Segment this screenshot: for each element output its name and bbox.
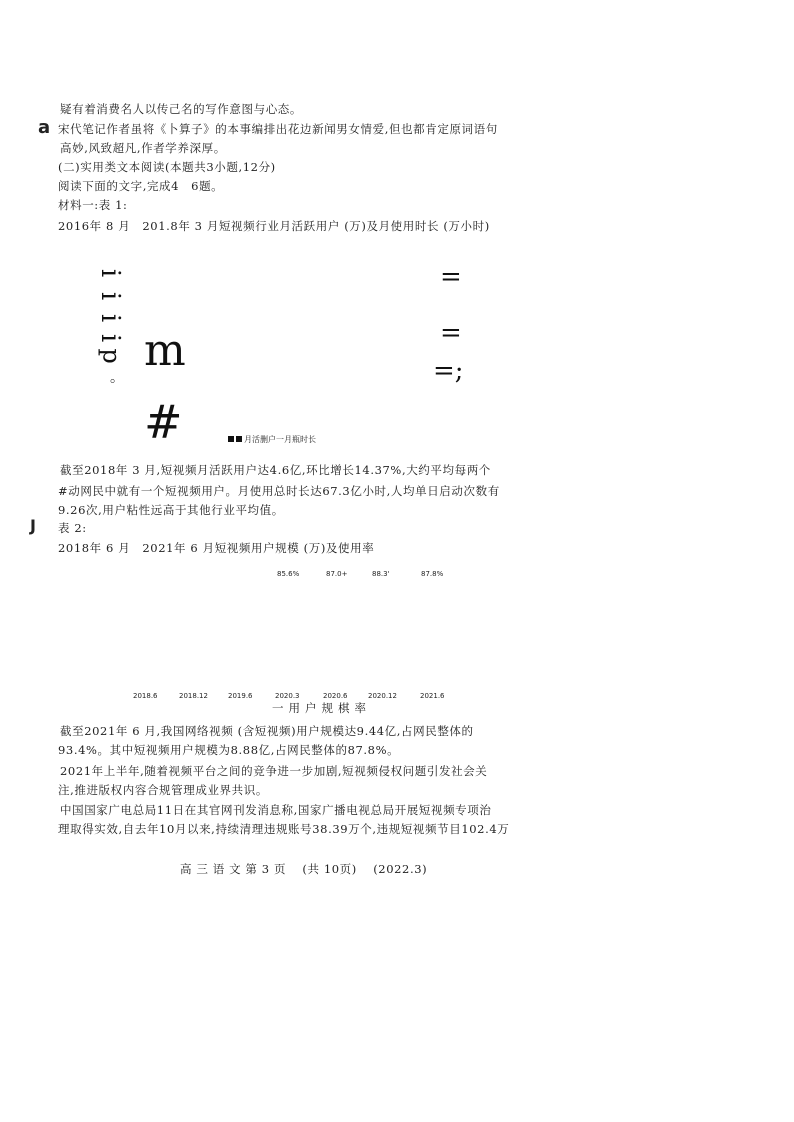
chart1-glyph-4: i: [95, 333, 126, 343]
chart2-x-tick-1: 2018.6: [133, 692, 158, 700]
section-heading: (二)实用类文本阅读(本题共3小题,12分): [58, 160, 276, 174]
chart2-x-tick-5: 2020.6: [323, 692, 348, 700]
chart1-legend-text: 月活删户一月瓶时长: [244, 435, 316, 444]
para4-line-2: 理取得实效,自去年10月以来,持续清理违规账号38.39万个,违规短视频节目102.4万: [58, 822, 510, 836]
para1-line-2: #动网民中就有一个短视频用户。月使用总时长达67.3亿小时,人均单日启动次数有: [58, 484, 500, 498]
margin-mark-j: J: [30, 516, 36, 535]
line-1: 疑有着消费名人以传己名的写作意图与心态。: [60, 102, 302, 116]
chart2-value-label-3: 88.3': [372, 570, 390, 578]
chart2-x-tick-4: 2020.3: [275, 692, 300, 700]
chart2-x-tick-2: 2018.12: [179, 692, 208, 700]
para1-line-1: 截至2018年 3 月,短视频月活跃用户达4.6亿,环比增长14.37%,大约平均每两个: [60, 463, 491, 477]
para1-line-3: 9.26次,用户粘性远高于其他行业平均值。: [58, 503, 284, 517]
chart2-value-label-2: 87.0+: [326, 570, 348, 578]
chart1-glyph-hash: #: [144, 395, 183, 449]
line-3: 高妙,风致超凡,作者学养深厚。: [60, 141, 226, 155]
chart2-value-label-4: 87.8%: [421, 570, 444, 578]
chart1-glyph-2: i: [95, 291, 126, 301]
chart1-legend: [228, 434, 316, 445]
chart2-x-tick-6: 2020.12: [368, 692, 397, 700]
material-label: 材料一:表 1:: [58, 198, 128, 212]
margin-mark-a: a: [38, 117, 51, 138]
chart1-glyph-6: 。: [110, 370, 124, 386]
legend-square-icon: [228, 436, 234, 442]
table2-title: 2018年 6 月 2021年 6 月短视频用户规模 (万)及使用率: [58, 541, 375, 555]
chart2-value-label-1: 85.6%: [277, 570, 300, 578]
table2-label: 表 2:: [58, 521, 87, 535]
chart1-glyph-5: p: [97, 348, 126, 364]
chart2-x-tick-7: 2021.6: [420, 692, 445, 700]
chart2-x-tick-3: 2019.6: [228, 692, 253, 700]
chart1-eq-1: =: [440, 262, 462, 292]
para2-line-1: 截至2021年 6 月,我国网络视频 (含短视频)用户规模达9.44亿,占网民整体的: [60, 724, 474, 738]
chart1-eq-2: =: [440, 318, 462, 348]
legend-square-icon: [236, 436, 242, 442]
para3-line-1: 2021年上半年,随着视频平台之间的竞争进一步加剧,短视频侵权问题引发社会关: [60, 764, 488, 778]
table1-title: 2016年 8 月 201.8年 3 月短视频行业月活跃用户 (万)及月使用时长 (万小时): [58, 219, 490, 233]
chart1-glyph-3: i: [95, 313, 126, 323]
instruction: 阅读下面的文字,完成4 6题。: [58, 179, 224, 193]
line-2: 宋代笔记作者虽将《卜算子》的本事编排出花边新闻男女情爱,但也都肯定原词语句: [58, 122, 498, 136]
chart1-glyph-1: i: [95, 268, 126, 278]
para4-line-1: 中国国家广电总局11日在其官网刊发消息称,国家广播电视总局开展短视频专项治: [60, 803, 492, 817]
chart1-glyph-m: m: [144, 325, 186, 376]
para3-line-2: 注,推进版权内容合规管理成业界共识。: [58, 783, 268, 797]
para2-line-2: 93.4%。其中短视频用户规模为8.88亿,占网民整体的87.8%。: [58, 743, 400, 757]
chart2-legend: 一用户规棋率: [272, 701, 371, 715]
page-footer: 高 三 语 文 第 3 页 (共 10页) (2022.3): [180, 862, 428, 876]
chart1-eq-3: =;: [433, 356, 464, 386]
